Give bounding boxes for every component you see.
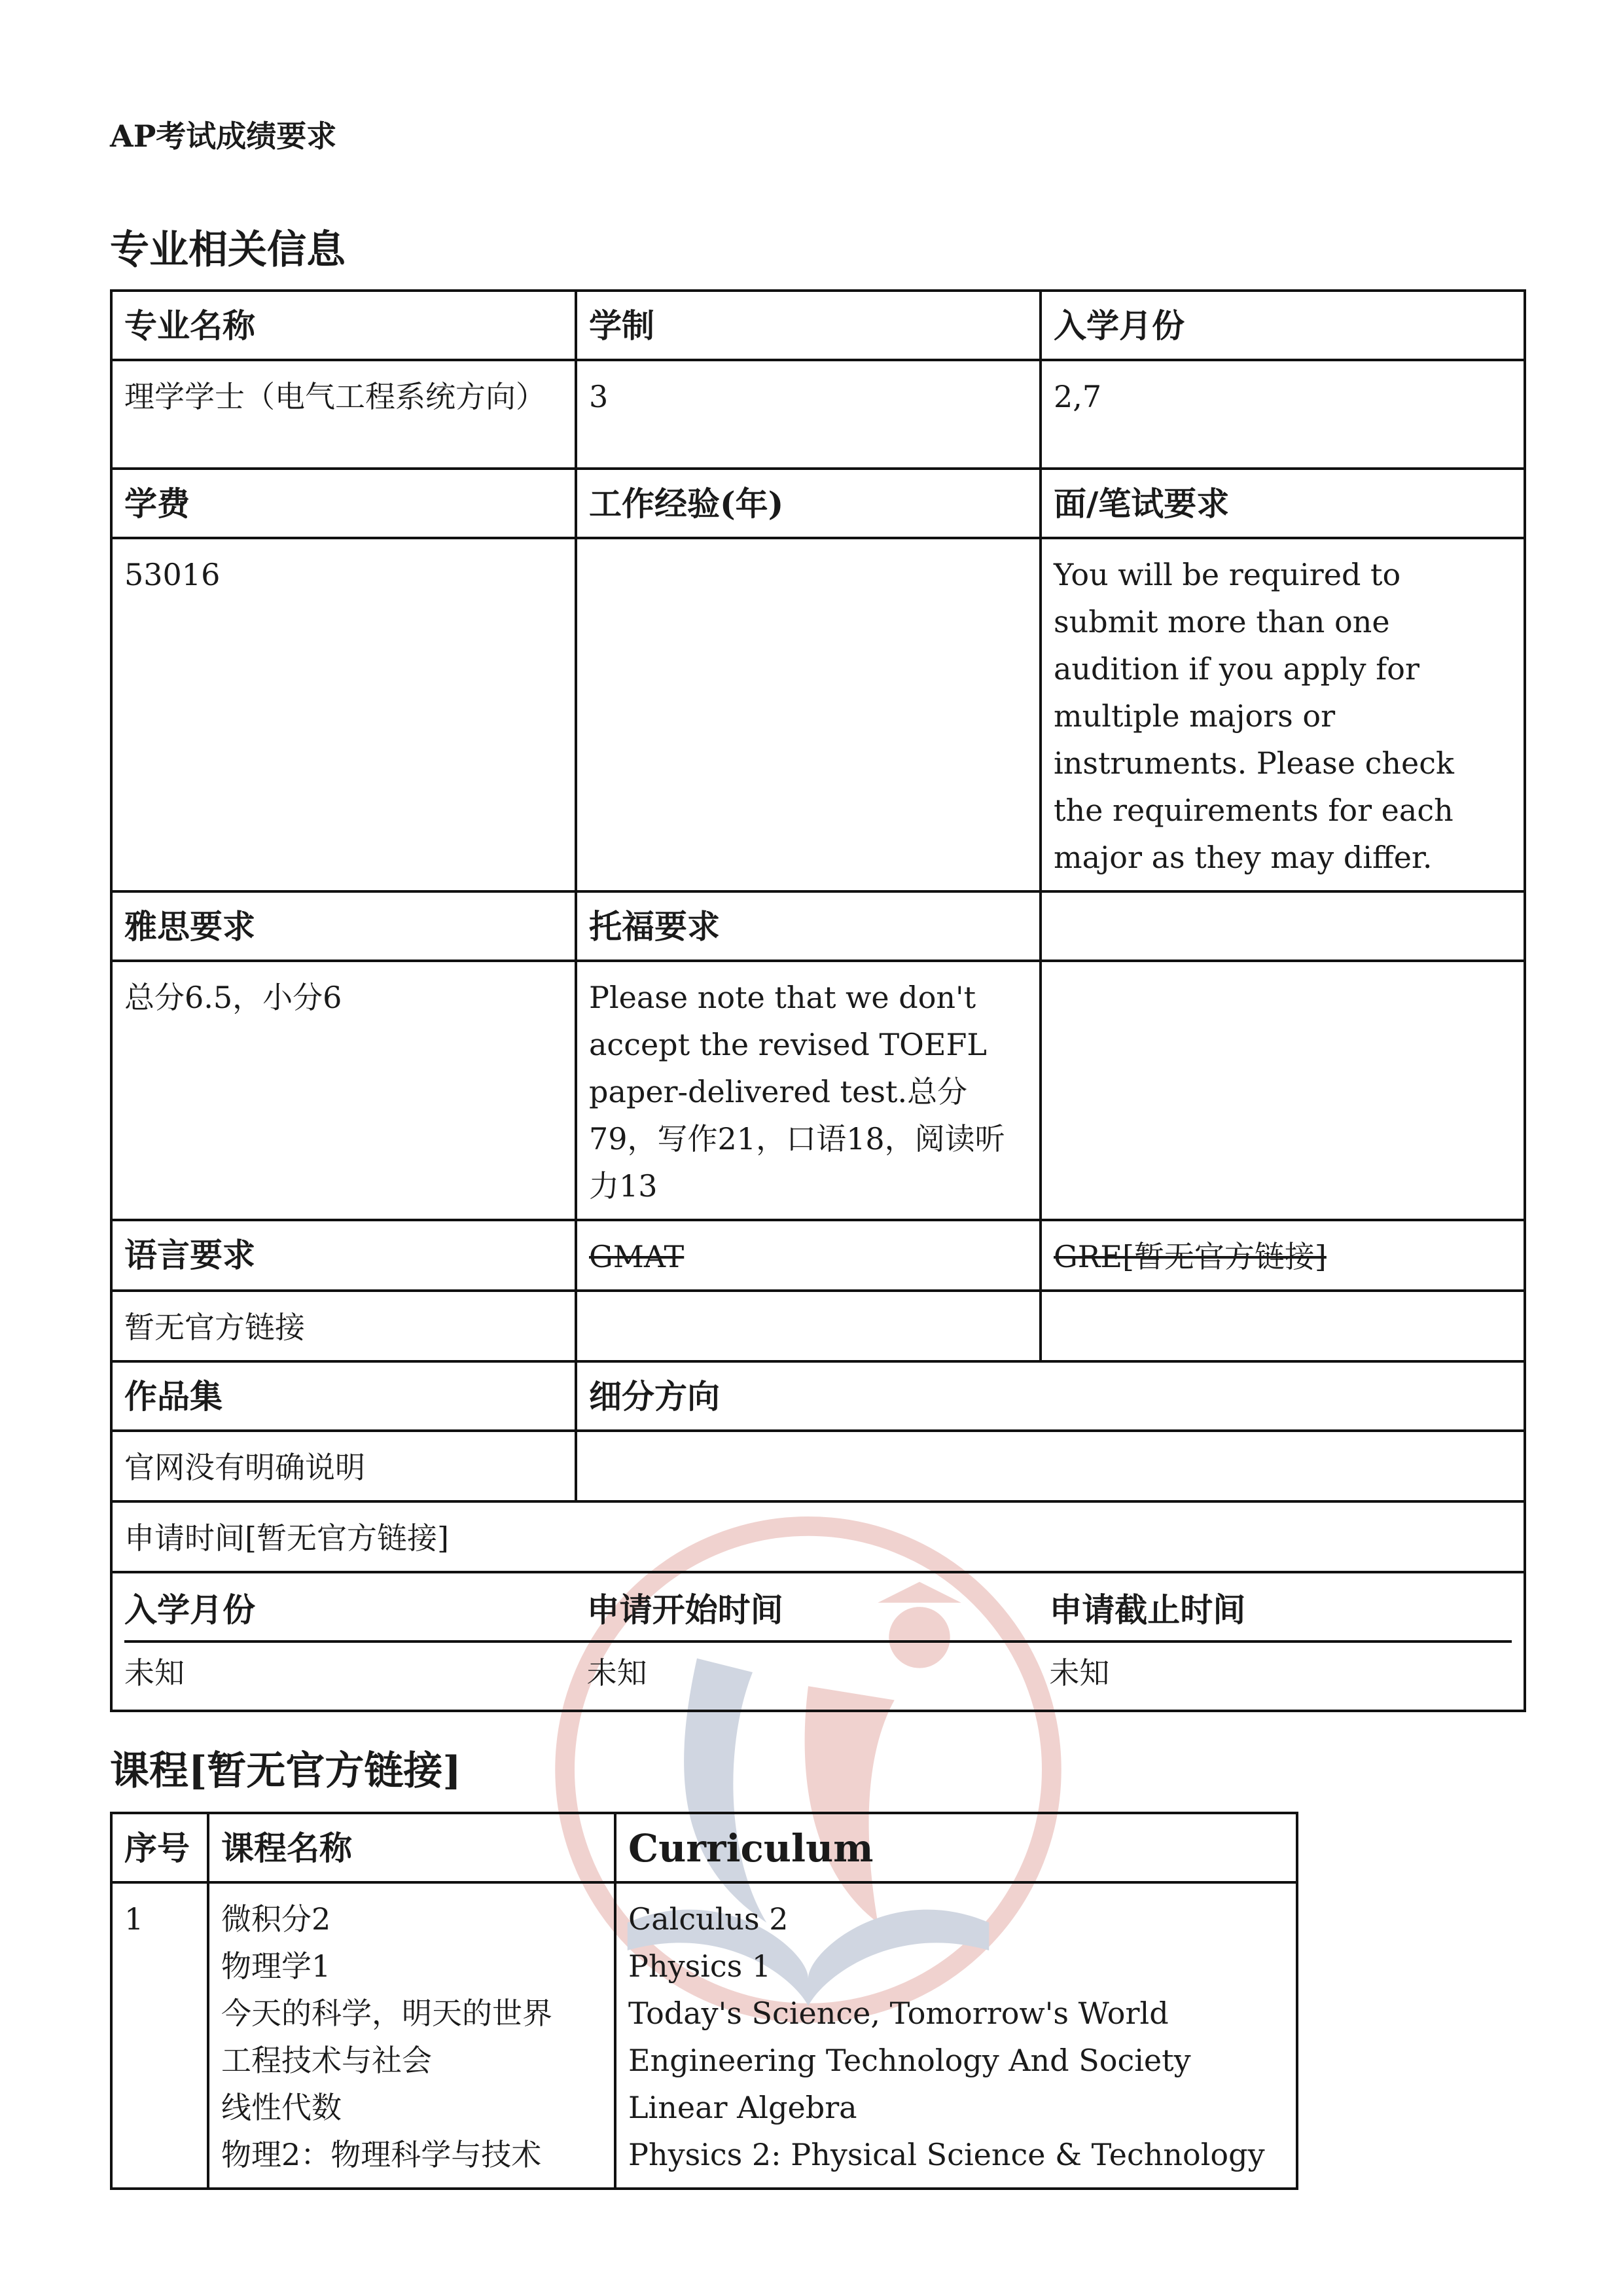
course-name-en: Calculus 2 [628, 1901, 789, 1937]
value-toefl: Please note that we don't accept the revised TOEFL paper-delivered test.总分79，写作21，口语18，阅读听力13 [576, 961, 1041, 1220]
value-language: 暂无官方链接 [111, 1291, 576, 1361]
table-row [111, 961, 1525, 1220]
value-subdirection [576, 1431, 1525, 1501]
value-portfolio: 官网没有明确说明 [111, 1431, 576, 1501]
value-gre [1041, 1291, 1525, 1361]
course-table [110, 1812, 1298, 2190]
label-gre: GRE[暂无官方链接] [1041, 1220, 1525, 1291]
table-row [111, 1291, 1525, 1361]
top-heading: AP考试成绩要求 [110, 118, 337, 154]
table-row [111, 1572, 1525, 1711]
major-info-table [110, 289, 1526, 1712]
table-row [111, 1361, 1525, 1431]
table-row [124, 1641, 1512, 1703]
course-names-cn [208, 1882, 615, 2189]
header-start: 申请开始时间 [587, 1580, 1050, 1641]
table-row [111, 1220, 1525, 1291]
label-work-experience: 工作经验(年) [576, 469, 1041, 538]
label-ielts: 雅思要求 [111, 891, 576, 961]
table-row [111, 1431, 1525, 1501]
value-duration: 3 [576, 360, 1041, 469]
label-language: 语言要求 [111, 1220, 576, 1291]
table-row [111, 1882, 1297, 2189]
course-index: 1 [111, 1882, 208, 2189]
header-index: 序号 [111, 1813, 208, 1882]
value-interview: You will be required to submit more than one audition if you apply for multiple majors or instruments. Please check the requirements for each major as they may differ. [1041, 538, 1525, 891]
value-tuition: 53016 [111, 538, 576, 891]
value-gmat [576, 1291, 1041, 1361]
table-row [111, 291, 1525, 360]
table-row [111, 360, 1525, 469]
header-name-cn: 课程名称 [208, 1813, 615, 1882]
table-row [111, 538, 1525, 891]
table-row [111, 891, 1525, 961]
course-names-en [615, 1882, 1297, 2189]
table-row [111, 1501, 1525, 1572]
label-portfolio: 作品集 [111, 1361, 576, 1431]
empty-cell [1041, 891, 1525, 961]
label-interview: 面/笔试要求 [1041, 469, 1525, 538]
label-intake-month: 入学月份 [1041, 291, 1525, 360]
application-time-title: 申请时间[暂无官方链接] [111, 1501, 1525, 1572]
course-name-en: Today's Science, Tomorrow's World [628, 1996, 1169, 2031]
course-name-cn: 微积分2 [221, 1901, 331, 1937]
value-intake: 未知 [124, 1655, 185, 1691]
label-subdirection: 细分方向 [576, 1361, 1525, 1431]
value-intake-month: 2,7 [1041, 360, 1525, 469]
application-dates-cell [111, 1572, 1525, 1711]
major-section-title: 专业相关信息 [110, 227, 346, 273]
value-start: 未知 [586, 1655, 647, 1691]
course-name-en: Physics 2: Physical Science & Technology [628, 2137, 1265, 2172]
course-name-cn: 工程技术与社会 [221, 2043, 432, 2078]
empty-cell [1041, 961, 1525, 1220]
course-name-cn: 线性代数 [221, 2090, 342, 2125]
table-row [124, 1580, 1512, 1641]
course-name-cn: 今天的科学，明天的世界 [221, 1996, 552, 2031]
course-name-en: Physics 1 [628, 1948, 772, 1984]
course-name-cn: 物理2：物理科学与技术 [221, 2137, 542, 2172]
value-deadline: 未知 [1049, 1655, 1110, 1691]
header-intake: 入学月份 [124, 1580, 587, 1641]
course-name-en: Linear Algebra [628, 2090, 857, 2125]
label-gmat: GMAT [576, 1220, 1041, 1291]
label-duration: 学制 [576, 291, 1041, 360]
header-deadline: 申请截止时间 [1049, 1580, 1512, 1641]
course-name-en: Engineering Technology And Society [628, 2043, 1191, 2078]
application-dates-table [124, 1580, 1512, 1703]
label-major-name: 专业名称 [111, 291, 576, 360]
value-work-experience [576, 538, 1041, 891]
label-toefl: 托福要求 [576, 891, 1041, 961]
value-major-name: 理学学士（电气工程系统方向） [111, 360, 576, 469]
value-ielts: 总分6.5，小分6 [111, 961, 576, 1220]
course-section-title: 课程[暂无官方链接] [110, 1748, 461, 1794]
course-name-cn: 物理学1 [221, 1948, 331, 1984]
table-row [111, 1813, 1297, 1882]
table-row [111, 469, 1525, 538]
label-tuition: 学费 [111, 469, 576, 538]
header-name-en: Curriculum [615, 1813, 1297, 1882]
